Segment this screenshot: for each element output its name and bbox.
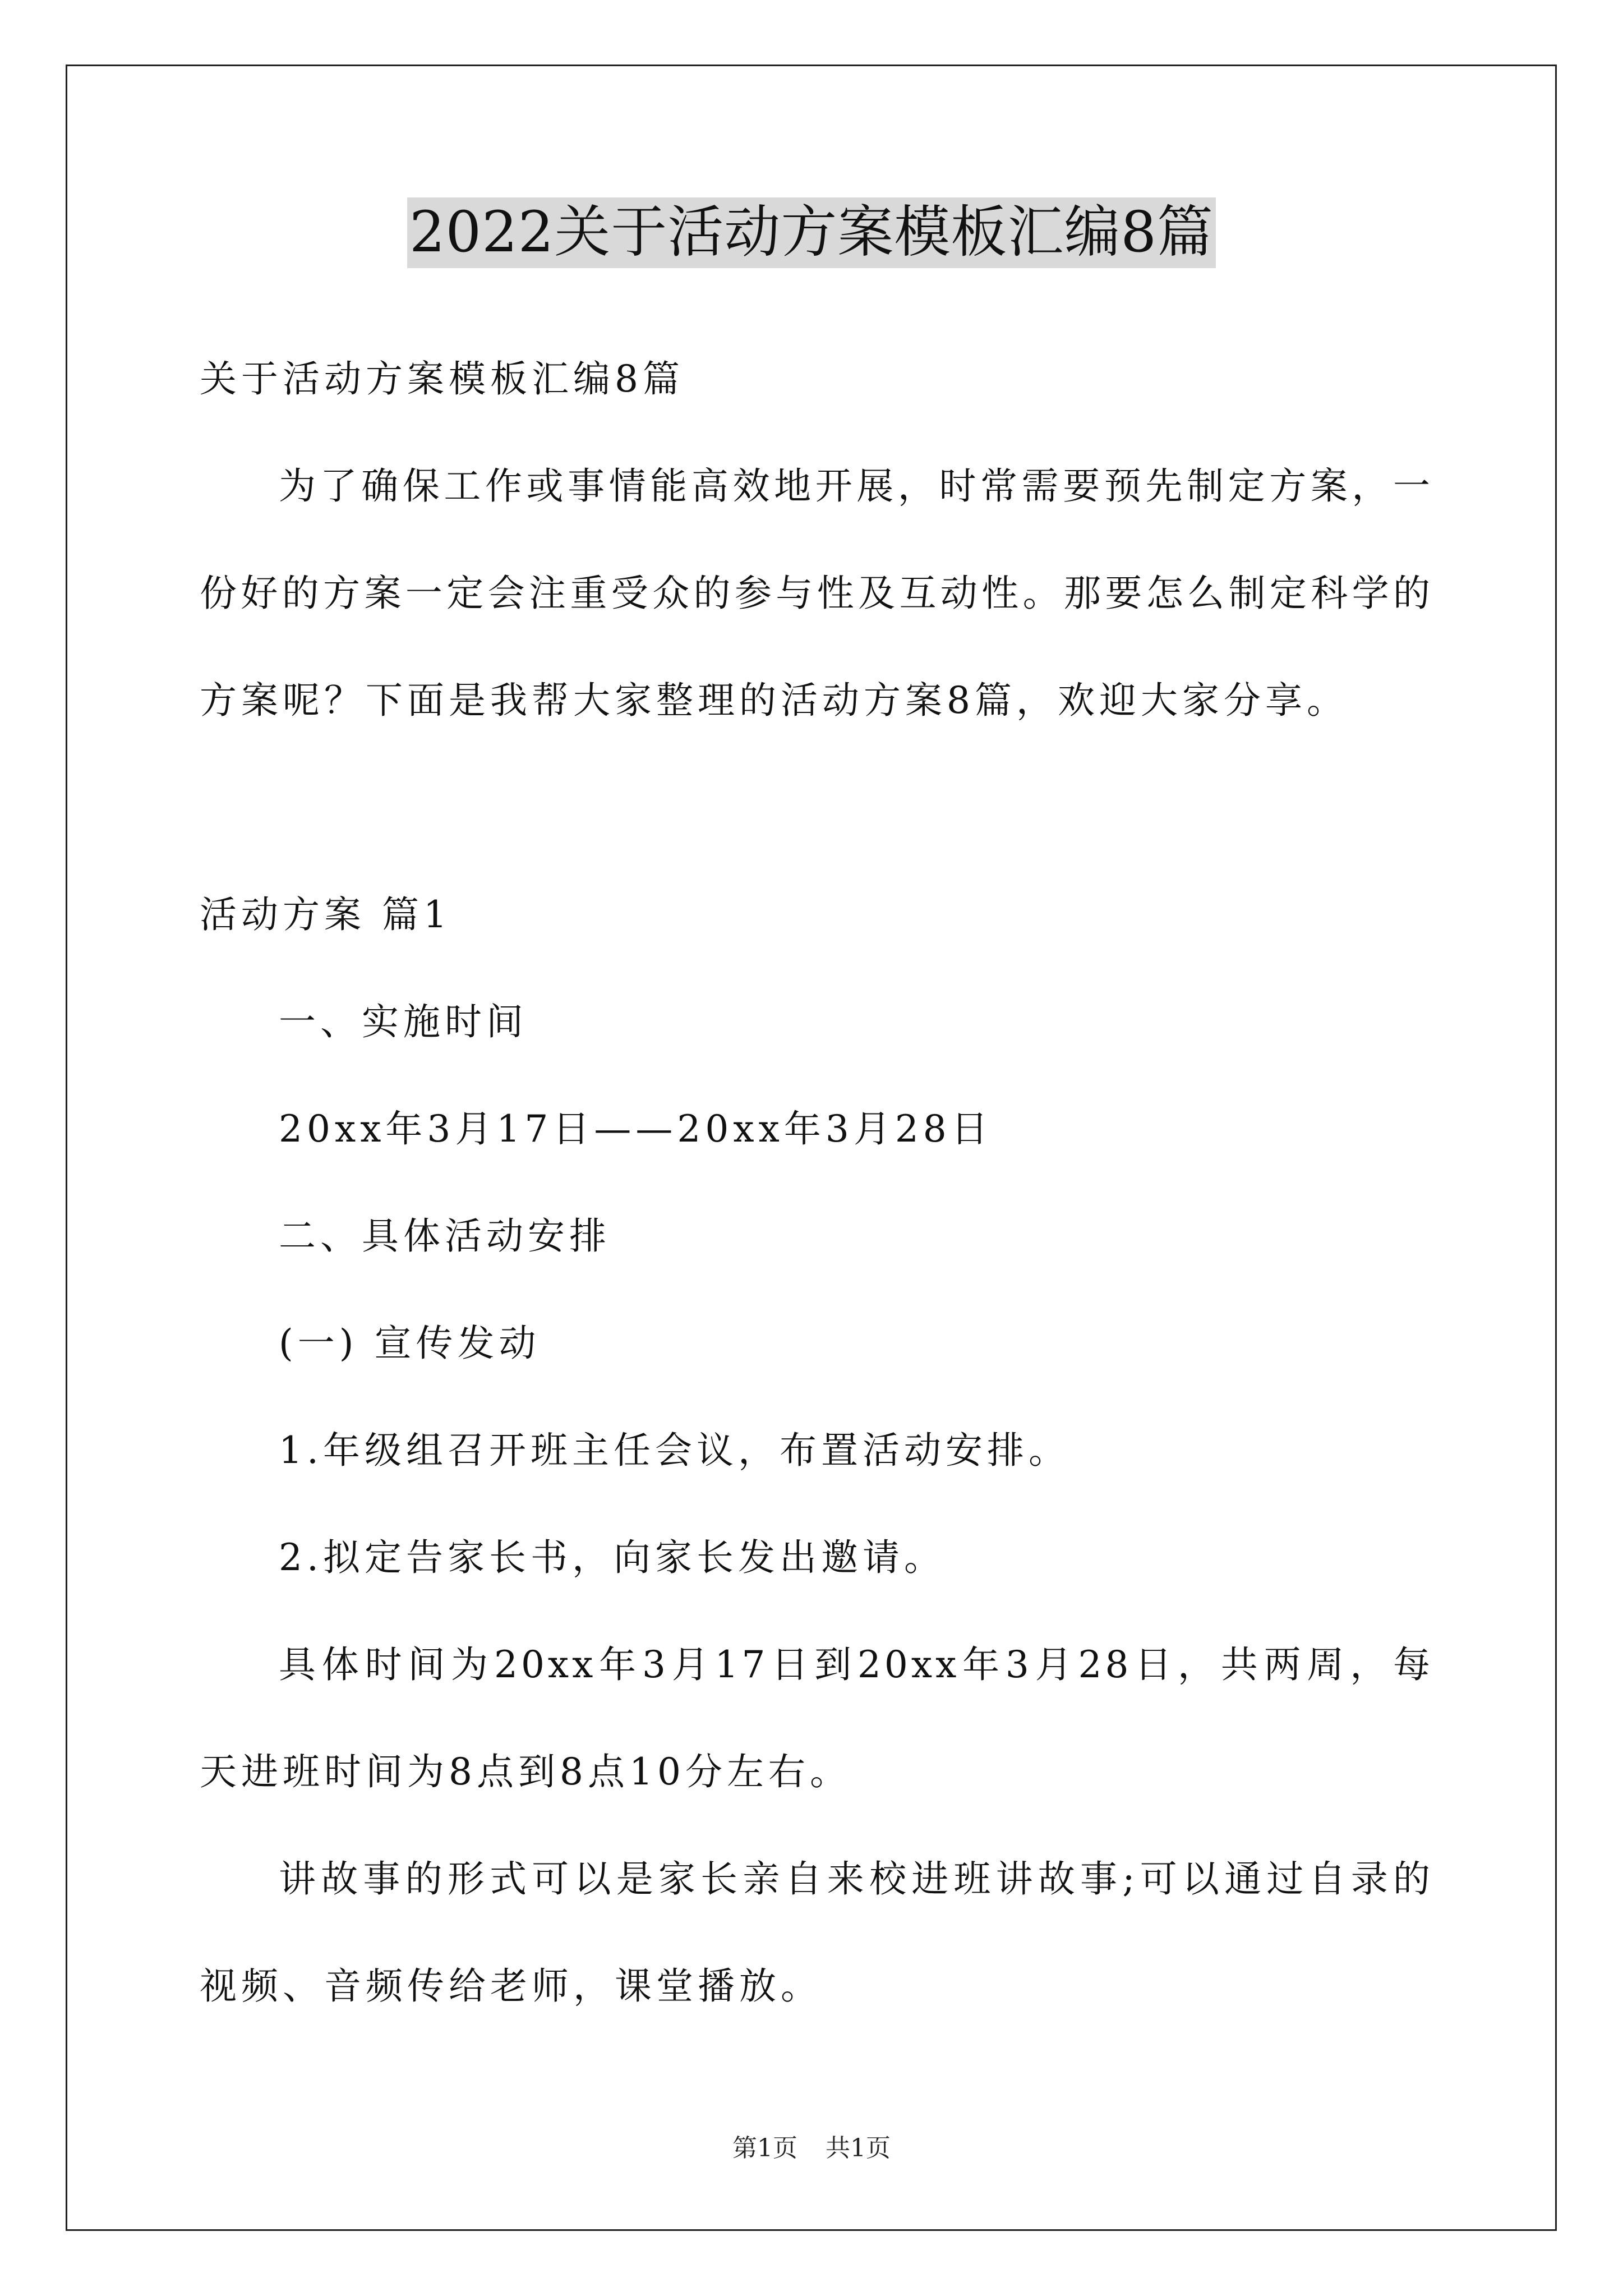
page-number-total: 共1页: [826, 2134, 891, 2162]
item-publicity: (一) 宣传发动: [279, 1322, 541, 1365]
intro-line-2: 份好的方案一定会注重受众的参与性及互动性。那要怎么制定科学的: [200, 572, 1433, 615]
item-step-2: 2.拟定告家长书，向家长发出邀请。: [279, 1536, 946, 1579]
intro-line-3: 方案呢？下面是我帮大家整理的活动方案8篇，欢迎大家分享。: [200, 679, 1348, 722]
section-heading: 活动方案 篇1: [200, 893, 451, 936]
document-title-wrapper: [0, 197, 1623, 268]
time-paragraph-line-1: 具体时间为20xx年3月17日到20xx年3月28日，共两周，每: [279, 1643, 1433, 1686]
document-title: 2022关于活动方案模板汇编8篇: [407, 197, 1216, 268]
intro-line-1: 为了确保工作或事情能高效地开展，时常需要预先制定方案，一: [279, 464, 1433, 508]
item-activity-arrangement: 二、具体活动安排: [279, 1214, 611, 1258]
page-footer: [0, 2136, 1623, 2161]
item-date-range: 20xx年3月17日——20xx年3月28日: [279, 1107, 993, 1151]
time-paragraph-line-2: 天进班时间为8点到8点10分左右。: [200, 1750, 851, 1793]
document-subtitle: 关于活动方案模板汇编8篇: [200, 357, 684, 401]
item-step-1: 1.年级组召开班主任会议，布置活动安排。: [279, 1429, 1070, 1472]
story-paragraph-line-1: 讲故事的形式可以是家长亲自来校进班讲故事;可以通过自录的: [279, 1857, 1433, 1901]
page-number-current: 第1页: [732, 2134, 797, 2162]
story-paragraph-line-2: 视频、音频传给老师，课堂播放。: [200, 1964, 822, 2008]
item-implementation-time: 一、实施时间: [279, 1000, 528, 1043]
